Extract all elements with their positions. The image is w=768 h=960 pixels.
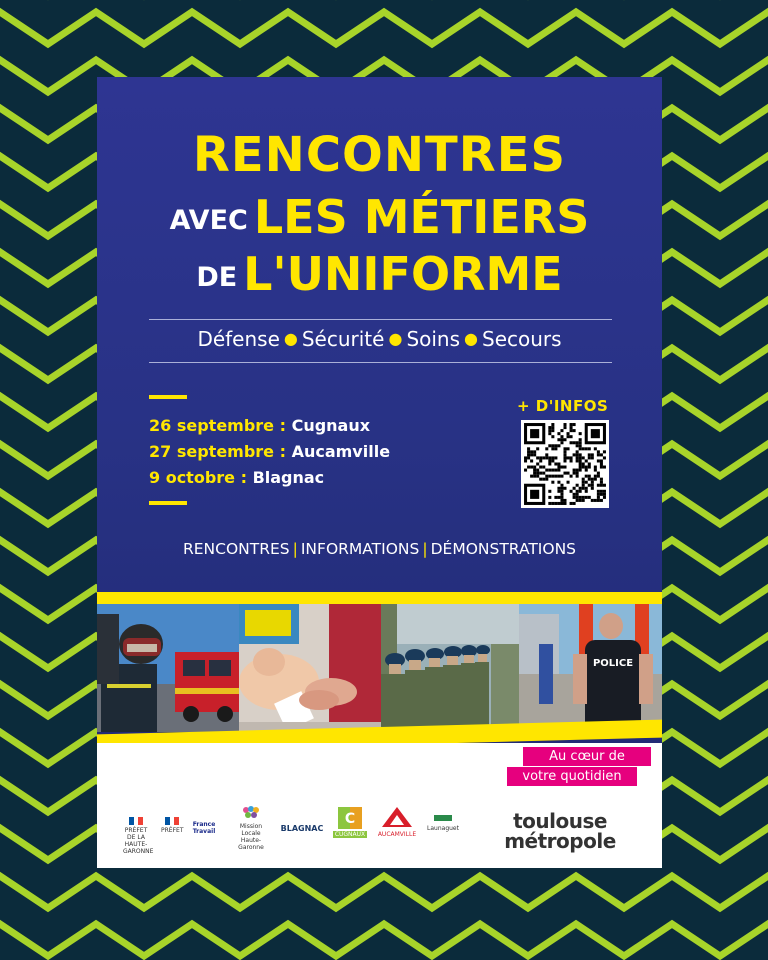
title-avec: AVEC xyxy=(169,205,248,236)
yellow-dash-bottom xyxy=(149,501,187,505)
slogan-line-2: votre quotidien xyxy=(507,767,637,786)
event-poster xyxy=(97,77,662,868)
event-row: 27 septembre : Aucamville xyxy=(149,442,391,461)
category-secours: Secours xyxy=(482,327,562,351)
event-dates xyxy=(149,413,390,491)
tagline: RENCONTRES | INFORMATIONS | DÉMONSTRATIONS xyxy=(182,540,577,558)
category-defense: Défense xyxy=(197,327,280,351)
france-travail-logo: France Travail xyxy=(192,821,216,835)
divider-bottom xyxy=(149,362,612,363)
more-info-label: + D'INFOS xyxy=(517,397,609,415)
divider-top xyxy=(149,319,612,320)
prefet-logo-2: PRÉFET xyxy=(161,817,183,834)
slogan-line-1: Au cœur de xyxy=(523,747,651,766)
svg-text:C: C xyxy=(344,811,356,827)
photo-police xyxy=(519,604,662,732)
partners-footer xyxy=(97,743,662,868)
title-line-2 xyxy=(97,190,662,244)
event-row: 26 septembre : Cugnaux xyxy=(149,416,371,435)
launaguet-logo: Launaguet xyxy=(425,813,461,832)
blagnac-logo: BLAGNAC xyxy=(280,824,324,833)
event-row: 9 octobre : Blagnac xyxy=(149,468,325,487)
photo-soldiers xyxy=(381,604,519,732)
prefet-haute-garonne-logo: PRÉFET DE LA HAUTE-GARONNE xyxy=(123,817,149,855)
aucamville-logo: AUCAMVILLE xyxy=(375,807,419,838)
categories: Défense ● Sécurité ● Soins ● Secours xyxy=(197,327,562,351)
toulouse-metropole-logo: toulouse métropole xyxy=(504,809,616,853)
mission-locale-logo: Mission Locale Haute-Garonne xyxy=(231,805,271,851)
title-de: DE xyxy=(196,262,238,293)
qr-code-icon[interactable] xyxy=(521,420,609,508)
category-securite: Sécurité xyxy=(301,327,385,351)
yellow-dash-top xyxy=(149,395,187,399)
cugnaux-logo: C CUGNAUX xyxy=(333,807,367,838)
title-les-metiers: LES MÉTIERS xyxy=(253,190,590,244)
title-line-1: RENCONTRES xyxy=(192,127,567,183)
police-label: POLICE xyxy=(592,658,634,669)
category-soins: Soins xyxy=(406,327,461,351)
title-line-3 xyxy=(97,247,662,301)
photo-firefighter xyxy=(97,604,239,732)
photo-cpr-training xyxy=(239,604,381,732)
photo-strip xyxy=(97,604,662,732)
title-uniforme: L'UNIFORME xyxy=(243,247,563,301)
